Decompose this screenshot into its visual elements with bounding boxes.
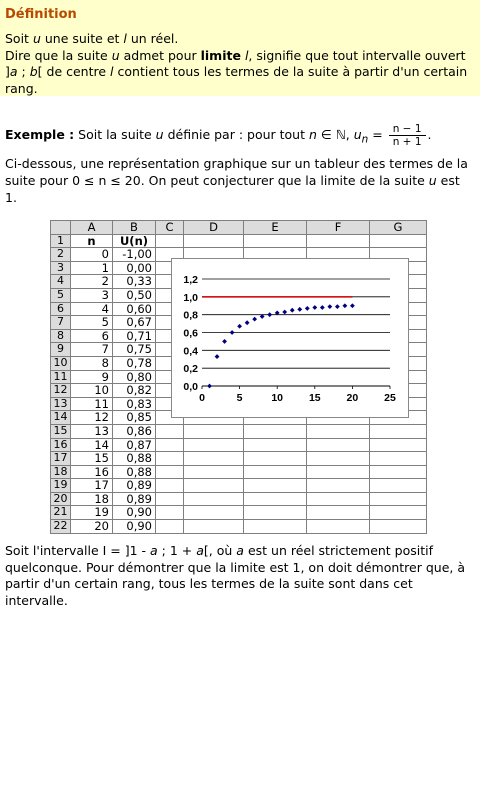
row-header: 18 (51, 465, 71, 479)
cell (370, 465, 427, 479)
cell: 0,90 (113, 520, 156, 534)
var-a: a (196, 543, 204, 558)
x-tick-label: 15 (308, 392, 321, 404)
limite-bold: limite (200, 47, 241, 63)
table-row (51, 424, 427, 438)
row-header: 12 (51, 384, 71, 398)
cell: 10 (71, 384, 113, 398)
x-tick-label: 5 (236, 392, 243, 404)
interval-paragraph (5, 543, 477, 609)
row-header: 9 (51, 343, 71, 357)
text: Soit la suite (74, 127, 156, 142)
cell (184, 234, 244, 248)
text: est un réel strictement positif quelconque. Pour démontrer que la limite est 1, on doit démontrer que, à partir d'un certain rang, tous les termes de la suite sont dans cet intervalle. (5, 543, 466, 608)
var-a: a (236, 543, 244, 558)
row-header: 21 (51, 506, 71, 520)
row-header: 1 (51, 234, 71, 248)
conjecture-paragraph (5, 155, 475, 206)
text: = (368, 127, 387, 142)
fraction-numerator: n − 1 (389, 123, 426, 136)
cell: 14 (71, 438, 113, 452)
cell: 0,78 (113, 356, 156, 370)
cell: 0,87 (113, 438, 156, 452)
cell (370, 452, 427, 466)
column-header: G (370, 221, 427, 235)
cell (370, 234, 427, 248)
cell (307, 520, 370, 534)
example-label: Exemple : (5, 127, 75, 142)
y-tick-label: 0,0 (183, 381, 198, 393)
column-header: D (184, 221, 244, 235)
cell: 6 (71, 329, 113, 343)
row-header: 16 (51, 438, 71, 452)
data-point (342, 303, 347, 308)
table-row (51, 438, 427, 452)
x-tick-label: 0 (199, 392, 205, 404)
row-header: 3 (51, 261, 71, 275)
text: ∈ ℕ, (316, 127, 354, 142)
text: Soit (5, 31, 33, 46)
fraction-denominator: n + 1 (392, 136, 422, 148)
y-tick-label: 0,8 (183, 309, 198, 322)
cell: 0,88 (113, 465, 156, 479)
column-header: A (71, 221, 113, 235)
cell (184, 506, 244, 520)
cell (184, 520, 244, 534)
data-point (327, 304, 332, 309)
cell: 0,90 (113, 506, 156, 520)
table-row (51, 452, 427, 466)
var-l: l (110, 64, 114, 79)
text: [, où (203, 543, 237, 558)
cell (244, 424, 307, 438)
row-header: 22 (51, 520, 71, 534)
text: ; 1 + (157, 543, 197, 558)
cell: 0,83 (113, 397, 156, 411)
data-point (305, 306, 310, 311)
text: un réel. (126, 31, 179, 46)
table-row (51, 520, 427, 534)
text: une suite et (40, 31, 124, 46)
data-point (215, 354, 220, 359)
data-point (237, 324, 242, 329)
chart (171, 258, 409, 418)
var-u: u (32, 31, 41, 46)
cell (307, 492, 370, 506)
text: . On peut conjecturer que la limite de la suite (140, 173, 429, 188)
fraction (389, 123, 426, 148)
cell: 0,00 (113, 261, 156, 275)
column-header: C (156, 221, 184, 235)
row-header: 20 (51, 492, 71, 506)
cell (244, 234, 307, 248)
cell (156, 520, 184, 534)
cell: 17 (71, 479, 113, 493)
data-point (252, 317, 257, 322)
cell (307, 234, 370, 248)
column-header-row (51, 221, 427, 235)
cell (370, 520, 427, 534)
cell (156, 438, 184, 452)
cell (184, 424, 244, 438)
text: Dire que la suite (5, 47, 112, 63)
cell (244, 520, 307, 534)
var-l: l (123, 31, 127, 46)
cell (184, 465, 244, 479)
cell (156, 452, 184, 466)
cell: 19 (71, 506, 113, 520)
text: Ci-dessous, une représentation graphique sur un tableur des termes de la suite pour (5, 156, 468, 188)
cell (370, 492, 427, 506)
cell: 0,50 (113, 288, 156, 302)
cell: 0,80 (113, 370, 156, 384)
row-header: 17 (51, 452, 71, 466)
cell (307, 479, 370, 493)
row-header: 6 (51, 302, 71, 316)
y-tick-label: 1,0 (183, 291, 198, 304)
cell: 9 (71, 370, 113, 384)
cell: -1,00 (113, 248, 156, 262)
data-point (350, 303, 355, 308)
column-header: E (244, 221, 307, 235)
text: est 1. (5, 173, 460, 205)
cell (307, 465, 370, 479)
cell (244, 452, 307, 466)
var-a: a (9, 64, 18, 79)
data-point (207, 384, 212, 389)
cell: 0,75 (113, 343, 156, 357)
cell (156, 506, 184, 520)
row-header: 4 (51, 275, 71, 289)
chart-svg (172, 259, 408, 417)
column-header: F (307, 221, 370, 235)
var-a: a (150, 543, 158, 558)
cell: 4 (71, 302, 113, 316)
example-line (5, 123, 475, 148)
data-point (320, 305, 325, 310)
var-l: l (244, 47, 249, 63)
cell (156, 424, 184, 438)
data-point (297, 307, 302, 312)
cell: 0 (71, 248, 113, 262)
x-tick-label: 20 (346, 392, 359, 404)
y-tick-label: 0,6 (183, 327, 198, 340)
x-tick-label: 25 (384, 392, 396, 404)
var-u: u (111, 47, 120, 63)
table-row (51, 465, 427, 479)
subscript-n: n (361, 133, 369, 146)
cell: 0,82 (113, 384, 156, 398)
cell (307, 506, 370, 520)
cell (184, 492, 244, 506)
cell (307, 452, 370, 466)
row-header: 10 (51, 356, 71, 370)
cell (184, 452, 244, 466)
row-header: 5 (51, 288, 71, 302)
cell (307, 438, 370, 452)
cell (184, 438, 244, 452)
cell (244, 438, 307, 452)
cell: 0,89 (113, 492, 156, 506)
cell (156, 492, 184, 506)
cell: 2 (71, 275, 113, 289)
cell: 0,85 (113, 411, 156, 425)
cell: 3 (71, 288, 113, 302)
var-u: u (428, 173, 437, 188)
var-u: u (353, 127, 362, 142)
table-row (51, 234, 427, 248)
cell: 18 (71, 492, 113, 506)
cell (156, 234, 184, 248)
column-header: B (113, 221, 156, 235)
text: , signifie que tout intervalle ouvert ] (5, 47, 466, 79)
data-point (335, 304, 340, 309)
table-row (51, 492, 427, 506)
text: Soit l'intervalle I = ]1 - (5, 543, 151, 558)
cell (156, 465, 184, 479)
cell: 11 (71, 397, 113, 411)
cell: 12 (71, 411, 113, 425)
row-header: 19 (51, 479, 71, 493)
cell: 0,67 (113, 316, 156, 330)
cell (370, 479, 427, 493)
data-point (222, 339, 227, 344)
cell: 15 (71, 452, 113, 466)
var-n: n (308, 127, 317, 142)
definition-title: Définition (5, 7, 77, 22)
cell (370, 506, 427, 520)
data-point (245, 320, 250, 325)
data-point (282, 310, 287, 315)
cell (370, 424, 427, 438)
text: contient tous les termes de la suite à partir d'un certain rang. (5, 64, 468, 96)
row-header: 2 (51, 248, 71, 262)
cell (307, 424, 370, 438)
cell: 0,33 (113, 275, 156, 289)
text: [ de centre (37, 64, 111, 79)
range-expression: 0 ≤ n ≤ 20 (72, 173, 141, 188)
cell: 0,89 (113, 479, 156, 493)
var-b: b (29, 64, 38, 79)
cell: 20 (71, 520, 113, 534)
cell: 0,71 (113, 329, 156, 343)
var-u: u (155, 127, 164, 142)
data-point (312, 305, 317, 310)
cell (244, 506, 307, 520)
cell (244, 492, 307, 506)
text: définie par : pour tout (163, 127, 309, 142)
cell (184, 479, 244, 493)
row-header: 13 (51, 397, 71, 411)
row-header: 15 (51, 424, 71, 438)
definition-text (5, 31, 473, 97)
row-header: 8 (51, 329, 71, 343)
x-tick-label: 10 (271, 392, 284, 404)
definition-box (0, 0, 480, 96)
table-row (51, 506, 427, 520)
cell: U(n) (113, 234, 156, 248)
cell: 8 (71, 356, 113, 370)
data-point (290, 308, 295, 313)
cell: 5 (71, 316, 113, 330)
column-header (51, 221, 71, 235)
cell (370, 438, 427, 452)
table-row (51, 479, 427, 493)
y-tick-label: 1,2 (183, 274, 198, 286)
row-header: 11 (51, 370, 71, 384)
cell: 0,60 (113, 302, 156, 316)
row-header: 14 (51, 411, 71, 425)
cell: n (71, 234, 113, 248)
data-point (230, 330, 235, 335)
cell (244, 465, 307, 479)
text: . (427, 127, 432, 142)
row-header: 7 (51, 316, 71, 330)
y-tick-label: 0,2 (183, 363, 198, 376)
cell: 16 (71, 465, 113, 479)
data-point (267, 312, 272, 317)
cell: 7 (71, 343, 113, 357)
cell: 1 (71, 261, 113, 275)
text: ; (17, 64, 30, 79)
cell (156, 479, 184, 493)
cell: 0,88 (113, 452, 156, 466)
text: admet pour (119, 47, 201, 63)
cell: 13 (71, 424, 113, 438)
cell (244, 479, 307, 493)
cell: 0,86 (113, 424, 156, 438)
y-tick-label: 0,4 (183, 345, 198, 358)
